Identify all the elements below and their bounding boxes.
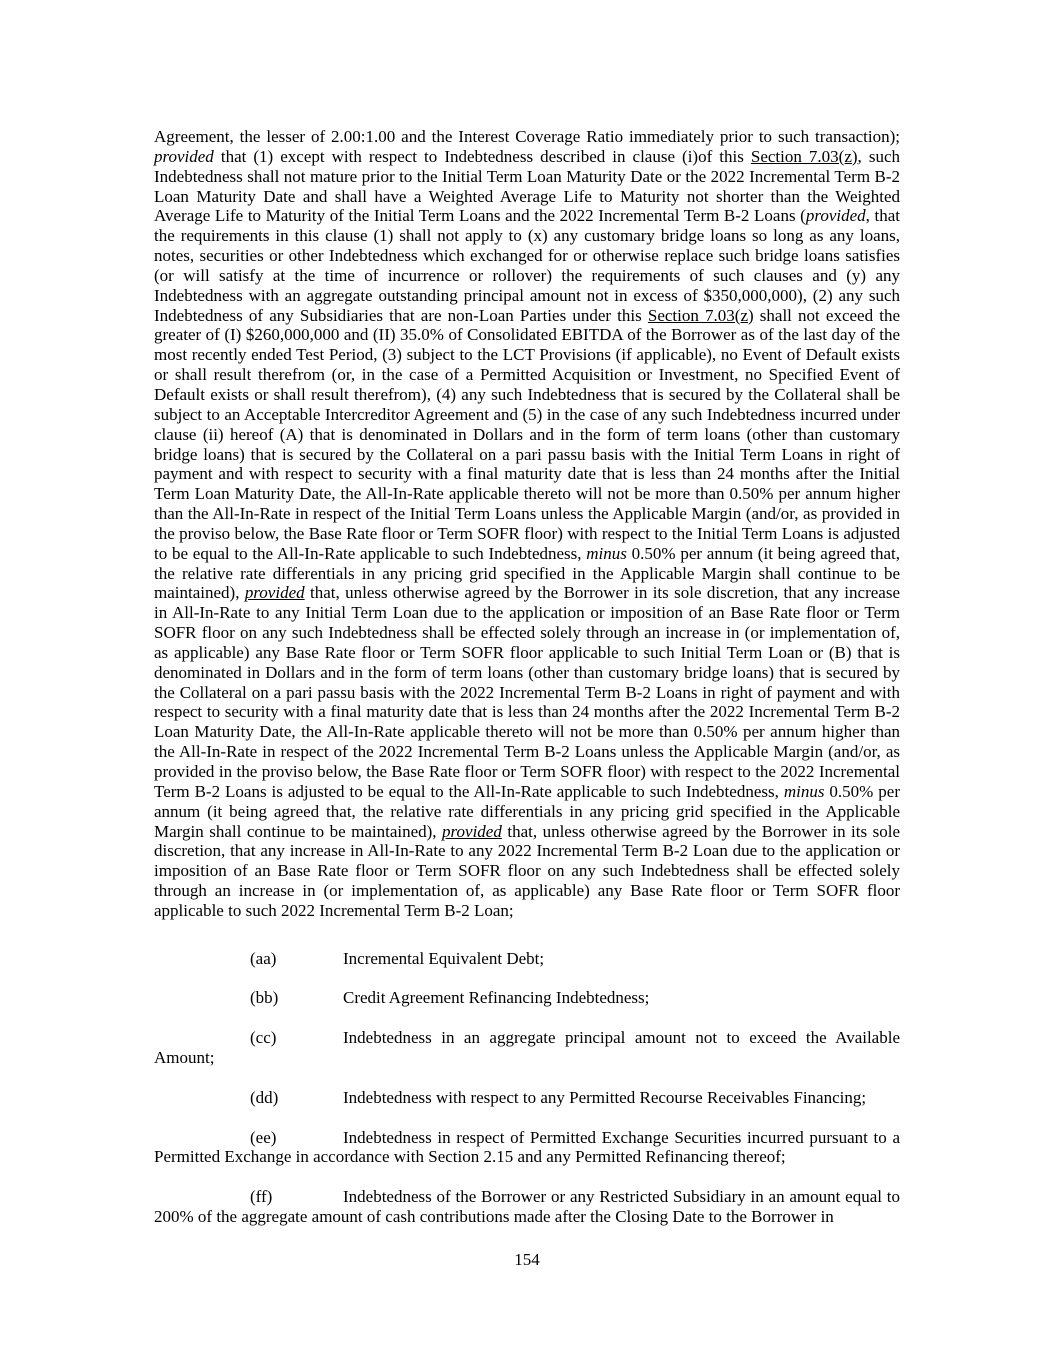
clause-item-label: (aa) bbox=[250, 948, 277, 968]
clause-item-label: (ee) bbox=[250, 1127, 277, 1147]
page-number: 154 bbox=[514, 1249, 540, 1269]
clause-item-text: Indebtedness in respect of Permitted Exchange Securities incurred pursuant to a Permitted Exchange in accordance with Section 2.15 and any Permitted Refinancing thereof; bbox=[154, 1127, 900, 1167]
clause-item bbox=[154, 1187, 900, 1227]
clause-item-label: (bb) bbox=[250, 988, 279, 1008]
clause-item-text: Indebtedness of the Borrower or any Restricted Subsidiary in an amount equal to 200% of the aggregate amount of cash contributions made after the Closing Date to the Borrower in bbox=[154, 1187, 900, 1226]
clause-item-text: Incremental Equivalent Debt; bbox=[343, 948, 545, 968]
page-content bbox=[154, 127, 900, 1270]
clause-item-label: (dd) bbox=[250, 1087, 279, 1107]
clause-item bbox=[154, 1088, 900, 1108]
clause-item bbox=[154, 988, 900, 1008]
clause-item bbox=[154, 1028, 900, 1068]
clause-item-label: (ff) bbox=[250, 1187, 273, 1207]
clause-item bbox=[154, 949, 900, 969]
clause-item-text: Indebtedness in an aggregate principal amount not to exceed the Available Amount; bbox=[154, 1028, 900, 1068]
clause-item-label: (cc) bbox=[250, 1028, 277, 1048]
clause-list bbox=[154, 949, 900, 1227]
clause-item-text: Credit Agreement Refinancing Indebtedness; bbox=[343, 988, 650, 1008]
main-paragraph: Agreement, the lesser of 2.00:1.00 and the Interest Coverage Ratio immediately prior to such transaction); provided that (1) except with respect to Indebtedness described in clause (i)of this Section 7.03(z), such Indebtedness shall not mature prior to the Initial Term Loan Maturity Date or the 2022 Incremental Term B-2 Loan Maturity Date and shall have a Weighted Average Life to Maturity not shorter than the Weighted Average Life to Maturity of the Initial Term Loans and the 2022 Incremental Term B-2 Loans (provided, that the requirements in this clause (1) shall not apply to (x) any customary bridge loans so long as any loans, notes, securities or other Indebtedness which exchanged for or otherwise replace such bridge loans satisfies (or will satisfy at the time of incurrence or rollover) the requirements of such clauses and (y) any Indebtedness with an aggregate outstanding principal amount not in excess of $350,000,000), (2) any such Indebtedness of any Subsidiaries that are non-Loan Parties under this Section 7.03(z) shall not exceed the greater of (I) $260,000,000 and (II) 35.0% of Consolidated EBITDA of the Borrower as of the last day of the most recently ended Test Period, (3) subject to the LCT Provisions (if applicable), no Event of Default exists or shall result therefrom (or, in the case of a Permitted Acquisition or Investment, no Specified Event of Default exists or shall result therefrom), (4) any such Indebtedness that is secured by the Collateral shall be subject to an Acceptable Intercreditor Agreement and (5) in the case of any such Indebtedness incurred under clause (ii) hereof (A) that is denominated in Dollars and in the form of term loans (other than customary bridge loans) that is secured by the Collateral on a pari passu basis with the Initial Term Loans in right of payment and with respect to security with a final maturity date that is less than 24 months after the Initial Term Loan Maturity Date, the All-In-Rate applicable thereto will not be more than 0.50% per annum higher than the All-In-Rate in respect of the Initial Term Loans unless the Applicable Margin (and/or, as provided in the proviso below, the Base Rate floor or Term SOFR floor) with respect to the Initial Term Loans is adjusted to be equal to the All-In-Rate applicable to such Indebtedness, minus 0.50% per annum (it being agreed that, the relative rate differentials in any pricing grid specified in the Applicable Margin shall continue to be maintained), provided that, unless otherwise agreed by the Borrower in its sole discretion, that any increase in All-In-Rate to any Initial Term Loan due to the application or imposition of an Base Rate floor or Term SOFR floor on any such Indebtedness shall be effected solely through an increase in (or implementation of, as applicable) any Base Rate floor or Term SOFR floor applicable to such Initial Term Loan or (B) that is denominated in Dollars and in the form of term loans (other than customary bridge loans) that is secured by the Collateral on a pari passu basis with the 2022 Incremental Term B-2 Loans in right of payment and with respect to security with a final maturity date that is less than 24 months after the 2022 Incremental Term B-2 Loan Maturity Date, the All-In-Rate applicable thereto will not be more than 0.50% per annum higher than the All-In-Rate in respect of the 2022 Incremental Term B-2 Loans unless the Applicable Margin (and/or, as provided in the proviso below, the Base Rate floor or Term SOFR floor) with respect to the 2022 Incremental Term B-2 Loans is adjusted to be equal to the All-In-Rate applicable to such Indebtedness, minus 0.50% per annum (it being agreed that, the relative rate differentials in any pricing grid specified in the Applicable Margin shall continue to be maintained), provided that, unless otherwise agreed by the Borrower in its sole discretion, that any increase in All-In-Rate to any 2022 Incremental Term B-2 Loan due to the application or imposition of an Base Rate floor or Term SOFR floor on any such Indebtedness shall be effected solely through an increase in (or implementation of, as applicable) any Base Rate floor or Term SOFR floor applicable to such 2022 Incremental Term B-2 Loan; bbox=[154, 127, 901, 920]
clause-item-text: Indebtedness with respect to any Permitted Recourse Receivables Financing; bbox=[343, 1087, 867, 1107]
clause-item bbox=[154, 1128, 900, 1168]
